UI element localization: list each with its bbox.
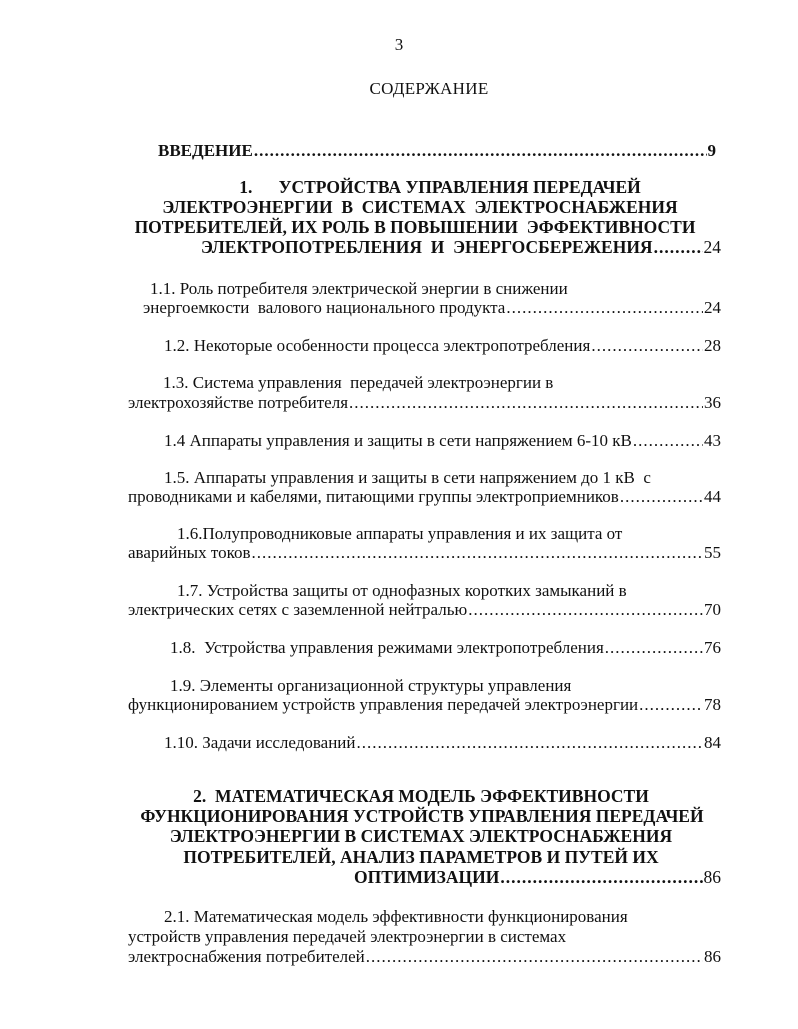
toc-entry-text: 1.8. Устройства управления режимами электропотребления	[170, 638, 604, 657]
chapter-1-title-line-1: 1. УСТРОЙСТВА УПРАВЛЕНИЯ ПЕРЕДАЧЕЙ	[239, 177, 641, 197]
toc-entry-page: 86	[703, 867, 721, 887]
chapter-2-title-line-1: 2. МАТЕМАТИЧЕСКАЯ МОДЕЛЬ ЭФФЕКТИВНОСТИ	[193, 786, 649, 806]
toc-entry-page: 70	[704, 600, 721, 619]
toc-entry-1-1[interactable]	[143, 299, 721, 316]
toc-entry-page: 24	[703, 237, 721, 257]
toc-entry-text: проводниками и кабелями, питающими группы электроприемников	[128, 487, 619, 506]
toc-entry-1-5-line-1: 1.5. Аппараты управления и защиты в сети напряжением до 1 кВ с	[164, 468, 651, 487]
toc-entry-2-1[interactable]	[128, 948, 721, 965]
toc-entry-page: 28	[704, 336, 721, 355]
toc-entry-text: 1.10. Задачи исследований	[164, 733, 356, 752]
chapter-2-title-line-2: ФУНКЦИОНИРОВАНИЯ УСТРОЙСТВ УПРАВЛЕНИЯ ПЕРЕДАЧЕЙ	[140, 806, 704, 826]
toc-entry-text: электрохозяйстве потребителя	[128, 393, 349, 412]
toc-entry-page: 55	[704, 543, 721, 562]
toc-entry-1-3-line-1: 1.3. Система управления передачей электроэнергии в	[163, 373, 554, 392]
toc-entry-1-10[interactable]	[164, 734, 721, 751]
leader-dots	[468, 601, 703, 618]
toc-entry-1-5[interactable]	[128, 488, 721, 505]
toc-entry-text: ОПТИМИЗАЦИИ	[354, 867, 500, 887]
leader-dots	[620, 488, 703, 505]
chapter-1-title-line-2: ЭЛЕКТРОЭНЕРГИИ В СИСТЕМАХ ЭЛЕКТРОСНАБЖЕНИЯ	[162, 197, 678, 217]
toc-entry-page: 84	[704, 733, 721, 752]
toc-entry-page: 44	[704, 487, 721, 506]
toc-entry-1-9-line-1: 1.9. Элементы организационной структуры управления	[170, 676, 572, 695]
leader-dots	[654, 239, 703, 257]
toc-entry-text: 1.2. Некоторые особенности процесса электропотребления	[164, 336, 591, 355]
toc-entry-1-4[interactable]	[164, 432, 721, 449]
toc-entry-chapter-1[interactable]	[201, 239, 721, 257]
toc-entry-1-2[interactable]	[164, 337, 721, 354]
leader-dots	[357, 734, 703, 751]
toc-entry-page: 36	[704, 393, 721, 412]
toc-entry-1-1-line-1: 1.1. Роль потребителя электрической энергии в снижении	[150, 279, 568, 298]
leader-dots	[252, 544, 704, 561]
toc-entry-2-1-line-1: 2.1. Математическая модель эффективности функционирования	[164, 907, 628, 926]
toc-entry-text: ЭЛЕКТРОПОТРЕБЛЕНИЯ И ЭНЕРГОСБЕРЕЖЕНИЯ	[201, 237, 653, 257]
toc-entry-text: энергоемкости валового национального продукта	[143, 298, 506, 317]
toc-entry-1-9[interactable]	[128, 696, 721, 713]
toc-entry-1-6-line-1: 1.6.Полупроводниковые аппараты управления и их защита от	[177, 524, 623, 543]
toc-entry-page: 76	[704, 638, 721, 657]
chapter-1-title-line-3: ПОТРЕБИТЕЛЕЙ, ИХ РОЛЬ В ПОВЫШЕНИИ ЭФФЕКТИВНОСТИ	[134, 217, 696, 237]
leader-dots	[254, 142, 707, 159]
leader-dots	[639, 696, 703, 713]
toc-entry-intro[interactable]	[158, 142, 716, 159]
toc-entry-page: 24	[704, 298, 721, 317]
toc-entry-1-8[interactable]	[170, 639, 721, 656]
toc-entry-text: аварийных токов	[128, 543, 251, 562]
toc-entry-page: 9	[707, 141, 716, 160]
page-number: 3	[394, 35, 404, 54]
toc-entry-1-6[interactable]	[128, 544, 721, 561]
leader-dots	[349, 394, 703, 411]
toc-entry-text: 1.4 Аппараты управления и защиты в сети напряжением 6-10 кВ	[164, 431, 632, 450]
toc-entry-text: электроснабжения потребителей	[128, 947, 365, 966]
toc-entry-text: электрических сетях с заземленной нейтралью	[128, 600, 468, 619]
leader-dots	[366, 948, 703, 965]
chapter-2-title-line-4: ПОТРЕБИТЕЛЕЙ, АНАЛИЗ ПАРАМЕТРОВ И ПУТЕЙ ИХ	[183, 847, 659, 867]
toc-entry-page: 43	[704, 431, 721, 450]
toc-entry-page: 86	[704, 947, 721, 966]
leader-dots	[500, 869, 702, 887]
leader-dots	[506, 299, 703, 316]
toc-entry-1-7[interactable]	[128, 601, 721, 618]
toc-entry-text: ВВЕДЕНИЕ	[158, 141, 253, 160]
chapter-2-title-line-3: ЭЛЕКТРОЭНЕРГИИ В СИСТЕМАХ ЭЛЕКТРОСНАБЖЕНИЯ	[169, 826, 673, 846]
toc-entry-page: 78	[704, 695, 721, 714]
toc-entry-1-7-line-1: 1.7. Устройства защиты от однофазных коротких замыканий в	[177, 581, 627, 600]
leader-dots	[605, 639, 703, 656]
leader-dots	[591, 337, 703, 354]
toc-title: СОДЕРЖАНИЕ	[369, 79, 489, 98]
toc-entry-text: функционированием устройств управления передачей электроэнергии	[128, 695, 639, 714]
toc-entry-1-3[interactable]	[128, 394, 721, 411]
toc-entry-chapter-2[interactable]	[354, 869, 721, 887]
toc-entry-2-1-line-2: устройств управления передачей электроэнергии в системах	[128, 927, 567, 946]
leader-dots	[633, 432, 703, 449]
